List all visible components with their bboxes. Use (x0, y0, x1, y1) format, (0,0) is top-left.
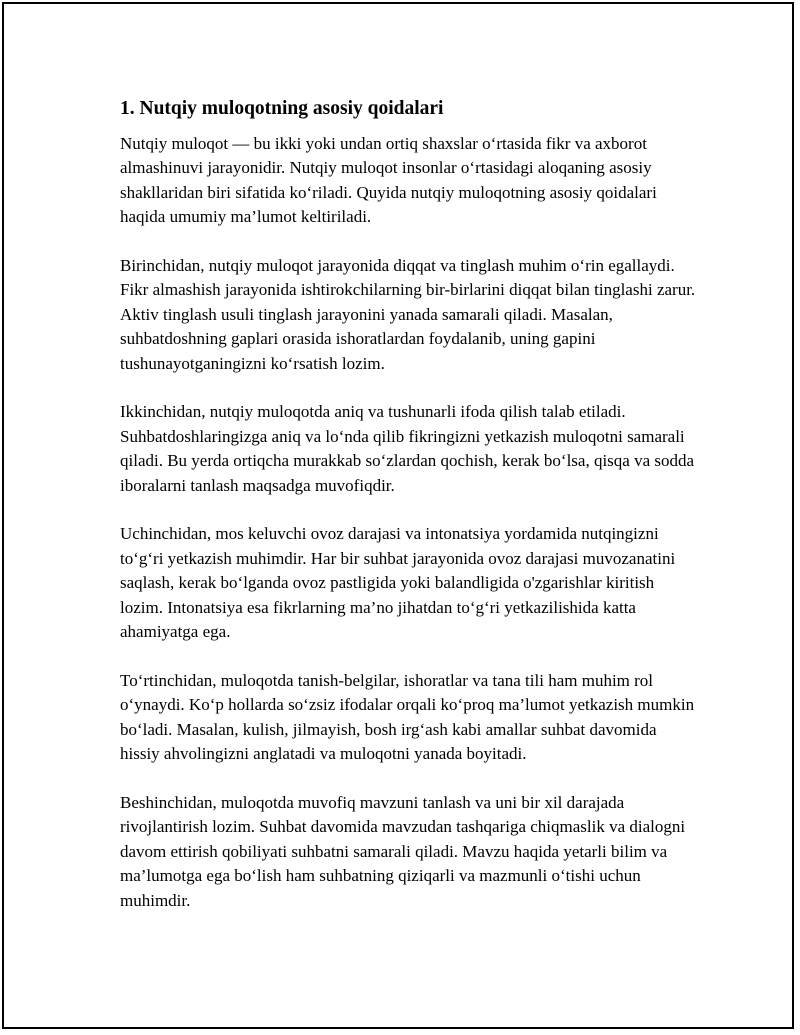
document-body (120, 96, 700, 937)
section-heading: 1. Nutqiy muloqotning asosiy qoidalari (120, 98, 444, 119)
paragraph-second-rule: Ikkinchidan, nutqiy muloqotda aniq va tushunarli ifoda qilish talab etiladi. Suhbatdoshlaringizga aniq va lo‘nda qilib fikringizni yetkazish muloqotni samarali qiladi. Bu yerda ortiqcha murakkab so‘zlardan qochish, kerak bo‘lsa, qisqa va sodda iboralarni tanlash maqsadga muvofiqdir. (120, 402, 695, 495)
paragraph-third-rule: Uchinchidan, mos keluvchi ovoz darajasi va intonatsiya yordamida nutqingizni to‘g‘ri yetkazish muhimdir. Har bir suhbat jarayonida ovoz darajasi muvozanatini saqlash, kerak bo‘lganda ovoz pastligida yoki balandligida o'zgarishlar kiritish lozim. Intonatsiya esa fikrlarning ma’no jihatdan to‘g‘ri yetkazilishida katta ahamiyatga ega. (120, 524, 676, 642)
paragraph-fifth-rule: Beshinchidan, muloqotda muvofiq mavzuni tanlash va uni bir xil darajada rivojlantirish lozim. Suhbat davomida mavzudan tashqariga chiqmaslik va dialogni davom ettirish qobiliyati suhbatni samarali qiladi. Mavzu haqida yetarli bilim va ma’lumotga ega bo‘lish ham suhbatning qiziqarli va mazmunli o‘tishi uchun muhimdir. (120, 792, 686, 910)
document-page (2, 2, 794, 1029)
paragraph-intro: Nutqiy muloqot — bu ikki yoki undan ortiq shaxslar o‘rtasida fikr va axborot almashinuvi jarayonidir. Nutqiy muloqot insonlar o‘rtasidagi aloqaning asosiy shakllaridan biri sifatida ko‘riladi. Quyida nutqiy muloqotning asosiy qoidalari haqida umumiy ma’lumot keltiriladi. (120, 134, 657, 227)
paragraph-fourth-rule: To‘rtinchidan, muloqotda tanish-belgilar, ishoratlar va tana tili ham muhim rol o‘ynaydi. Ko‘p hollarda so‘zsiz ifodalar orqali ko‘proq ma’lumot yetkazish mumkin bo‘ladi. Masalan, kulish, jilmayish, bosh irg‘ash kabi amallar suhbat davomida hissiy ahvolingizni anglatadi va muloqotni yanada boyitadi. (120, 670, 695, 764)
paragraph-first-rule: Birinchidan, nutqiy muloqot jarayonida diqqat va tinglash muhim o‘rin egallaydi. Fikr almashish jarayonida ishtirokchilarning bir-birlarini diqqat bilan tinglashi zarur. Aktiv tinglash usuli tinglash jarayonini yanada samarali qiladi. Masalan, suhbatdoshning gaplari orasida ishoratlardan foydalanib, uning gapini tushunayotganingizni ko‘rsatish lozim. (120, 256, 696, 373)
